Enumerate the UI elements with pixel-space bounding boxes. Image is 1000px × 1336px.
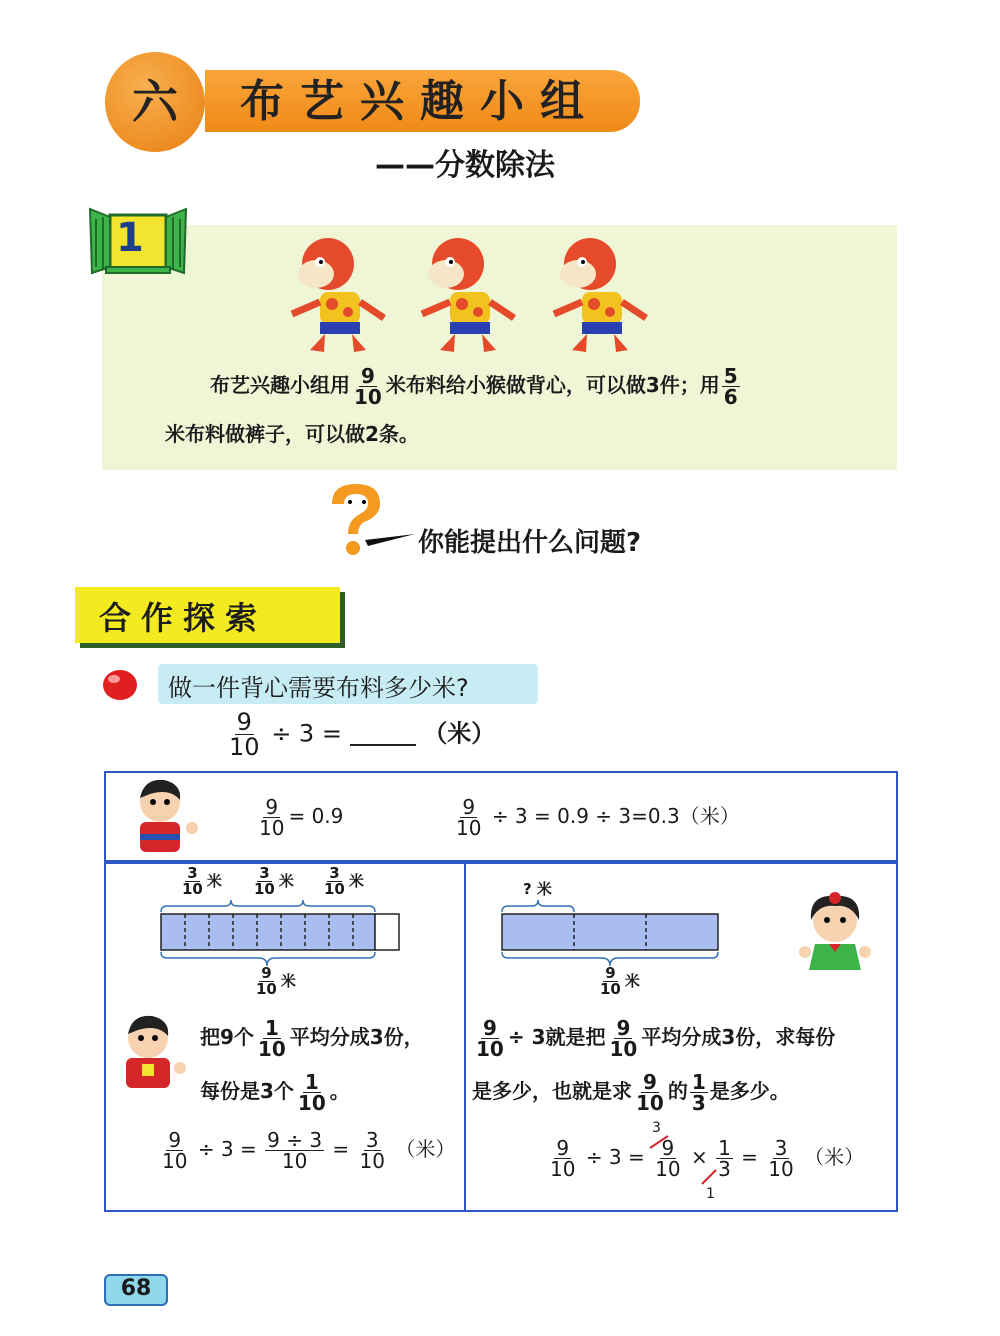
monkey-illustrations [280,232,670,357]
method2-text-line2: 每份是3个 $\frac{1}{10}$ 。 [200,1070,350,1115]
prompt-question: 你能提出什么问题? [418,528,642,558]
method3-text-line1: $\frac{9}{10}$ ÷ 3就是把 $\frac{9}{10}$ 平均分成3份，求每份 [476,1016,836,1061]
page-number: 68 [120,1276,152,1301]
method3-unknown-label: ? 米 [523,880,552,898]
method2-total-label: $\frac{9}{10}$ 米 [256,964,296,998]
boy-thinking-avatar [118,1012,190,1092]
seg-label-2: $\frac{3}{10}$ 米 [254,864,294,898]
example-text-line1: 布艺兴趣小组用 $\frac{9}{10}$ 米布料给小猴做背心，可以做3件；用 $\frac{5}{6}$ [210,364,738,409]
answer-blank[interactable] [350,724,416,746]
red-ball-icon [102,667,138,703]
seg-label-3: $\frac{3}{10}$ 米 [324,864,364,898]
chapter-number: 六 [132,75,178,129]
method3-total-label: $\frac{9}{10}$ 米 [600,964,640,998]
seg-label-1: $\frac{3}{10}$ 米 [182,864,222,898]
example-text-line2: 米布料做裤子，可以做2条。 [165,422,419,446]
section-title: 合作探索 [99,599,268,637]
chapter-subtitle: ——分数除法 [375,148,555,183]
girl-avatar [795,890,875,980]
method1-eq2: $\frac{9}{10}$ ÷ 3 = 0.9 ÷ 3=0.3（米） [456,795,740,840]
question-text: 做一件背心需要布料多少米? [168,674,469,702]
method2-bar-diagram [155,900,405,970]
method1-eq1: $\frac{9}{10}$ = 0.9 [259,795,344,840]
example-number: 1 [116,215,144,261]
method3-calculation: $\frac{9}{10}$ ÷ 3 = $\frac{9}{10}$ × $\frac{1}{3}$ = $\frac{3}{10}$ （米） [550,1136,865,1181]
section-title-bar [75,587,340,643]
method3-bar-diagram [496,900,726,970]
method3-text-line2: 是多少，也就是求 $\frac{9}{10}$ 的 $\frac{1}{3}$ 是多少。 [472,1070,790,1115]
main-equation: $\frac{9}{10}$ ÷ 3 = （米） [229,708,496,761]
method2-text-line1: 把9个 $\frac{1}{10}$ 平均分成3份， [200,1016,424,1061]
method2-calculation: $\frac{9}{10}$ ÷ 3 = $\frac{9 \div 3}{10}$ = $\frac{3}{10}$ （米） [162,1128,456,1173]
cancel-bottom-value: 1 [706,1186,715,1202]
boy-avatar [130,778,202,856]
chapter-number-badge [105,52,205,152]
question-mark-icon [320,482,420,562]
chapter-title: 布艺兴趣小组 [240,76,600,127]
cancel-strokes [640,1132,730,1192]
cancel-top-value: 3 [652,1120,661,1136]
